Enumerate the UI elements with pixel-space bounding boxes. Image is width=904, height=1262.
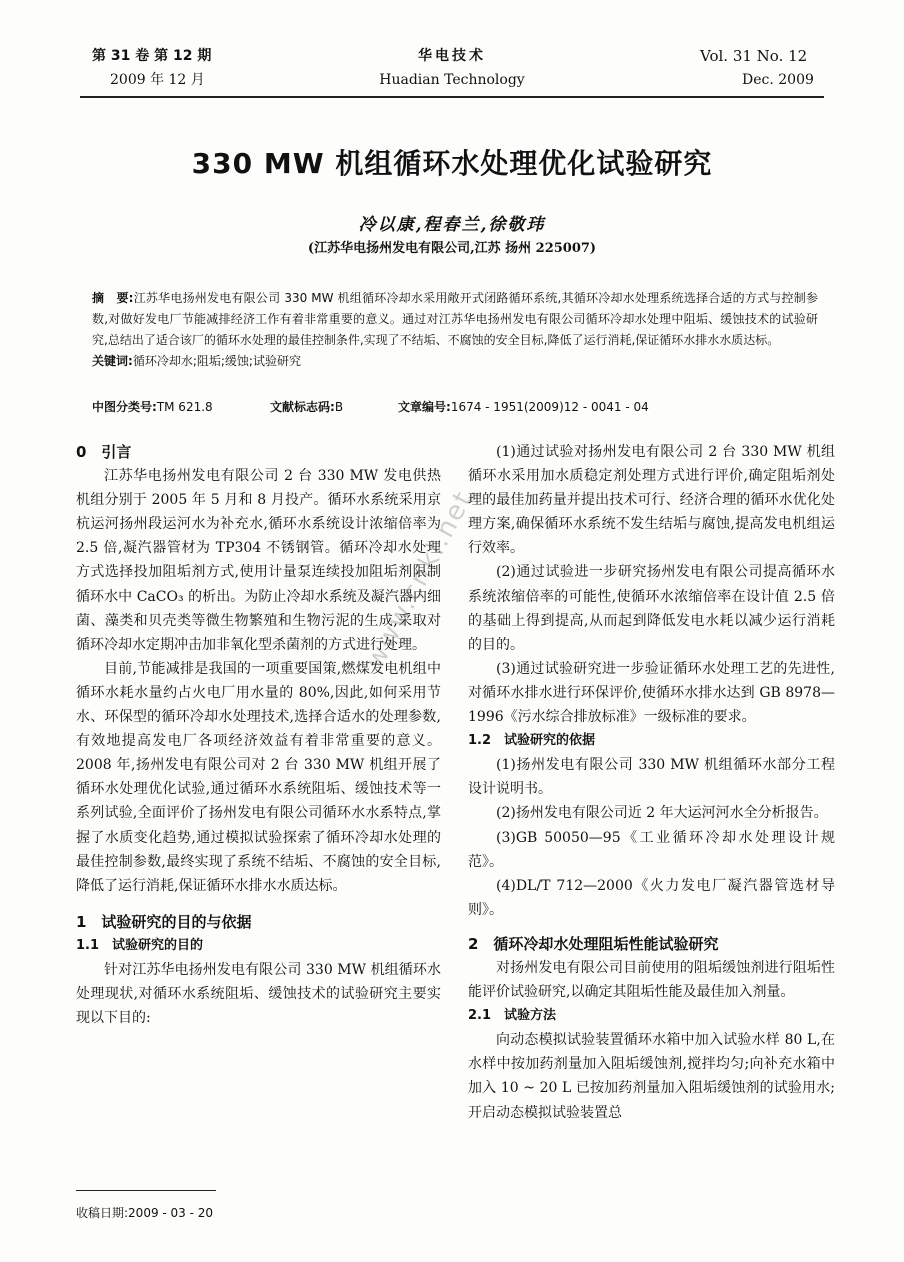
abstract-text: 江苏华电扬州发电有限公司 330 MW 机组循环冷却水采用敞开式闭路循环系统,其循环冷却水处理系统选择合适的方式与控制参数,对做好发电厂节能减排经济工作有着非常重要的意义。通过对江苏华电扬州发电有限公司循环冷却水处理中阻垢、缓蚀技术的试验研究,总结出了适合该厂的循环水处理的最佳控制条件,实现了不结垢、不腐蚀的安全目标,降低了运行消耗,保证循环水排水水质达标。	[92, 291, 818, 347]
reference-item: (1)扬州发电有限公司 330 MW 机组循环水部分工程设计说明书。	[468, 757, 835, 798]
volume-issue-cn: 第 31 卷 第 12 期	[92, 48, 212, 64]
received-date: 收稿日期:2009 - 03 - 20	[76, 1206, 214, 1220]
authors: 冷以康,程春兰,徐敬玮	[358, 215, 546, 235]
section-heading-intro: 0 引言	[76, 443, 132, 461]
paragraph: 向动态模拟试验装置循环水箱中加入试验水样 80 L,在水样中按加药剂量加入阻垢缓蚀剂,搅拌均匀;向补充水箱中加入 10 ~ 20 L 已按加药剂量加入阻垢缓蚀剂的试验用水;开启动态模拟试验装置总	[468, 1032, 835, 1121]
header-rule	[80, 96, 824, 98]
watermark: www.cnki.net	[360, 485, 480, 675]
subsection-heading-1-1: 1.1 试验研究的目的	[76, 937, 204, 953]
footnote-rule	[76, 1190, 216, 1191]
clc-number: 中图分类号:TM 621.8	[92, 400, 213, 414]
subsection-heading-1-2: 1.2 试验研究的依据	[468, 733, 596, 749]
paragraph: 江苏华电扬州发电有限公司 2 台 330 MW 发电供热机组分别于 2005 年 5 月和 8 月投产。循环水系统采用京杭运河扬州段运河水为补充水,循环水系统设计浓缩倍率为 2.5 倍,凝汽器管材为 TP304 不锈钢管。循环冷却水处理方式选择投加阻垢剂方式,使用计量泵连续投加阻垢剂限制循环水中 CaCO₃ 的析出。为防止冷却水系统及凝汽器内细菌、藻类和贝壳类等微生物繁殖和生物污泥的生成,采取对循环冷却水定期冲击加非氧化型杀菌剂的方式进行处理。	[76, 468, 441, 653]
paragraph: 目前,节能减排是我国的一项重要国策,燃煤发电机组中循环水耗水量约占火电厂用水量的 80%,因此,如何采用节水、环保型的循环冷却水处理技术,选择合适水的处理参数,有效地提高发电厂各项经济效益有着非常重要的意义。2008 年,扬州发电有限公司对 2 台 330 MW 机组开展了循环水处理优化试验,通过循环水系统阻垢、缓蚀技术等一系列试验,全面评价了扬州发电有限公司循环水水系特点,掌握了水质变化趋势,通过模拟试验探索了循环冷却水处理的最佳控制参数,最终实现了系统不结垢、不腐蚀的安全目标,降低了运行消耗,保证循环水排水水质达标。	[76, 660, 441, 894]
reference-item: (4)DL/T 712—2000《火力发电厂凝汽器管选材导则》。	[468, 877, 835, 918]
date-cn: 2009 年 12 月	[110, 72, 205, 88]
reference-item: (3)GB 50050—95《工业循环冷却水处理设计规范》。	[468, 829, 835, 870]
keywords-label: 关键词:	[92, 354, 133, 368]
journal-name-cn: 华电技术	[418, 48, 486, 64]
section-heading-1: 1 试验研究的目的与依据	[76, 912, 252, 931]
keywords: 循环冷却水;阻垢;缓蚀;试验研究	[132, 354, 301, 368]
left-column	[76, 440, 441, 1030]
article-number: 文章编号:1674 - 1951(2009)12 - 0041 - 04	[398, 400, 649, 414]
document-code: 文献标志码:B	[270, 400, 344, 414]
paragraph: (1)通过试验对扬州发电有限公司 2 台 330 MW 机组循环水采用加水质稳定剂处理方式进行评价,确定阻垢剂处理的最佳加药量并提出技术可行、经济合理的循环水优化处理方案,确保循环水系统不发生结垢与腐蚀,提高发电机组运行效率。	[468, 444, 835, 557]
paragraph: 针对江苏华电扬州发电有限公司 330 MW 机组循环水处理现状,对循环水系统阻垢、缓蚀技术的试验研究主要实现以下目的:	[76, 961, 441, 1027]
affiliation: (江苏华电扬州发电有限公司,江苏 扬州 225007)	[307, 241, 597, 256]
paragraph: 对扬州发电有限公司目前使用的阻垢缓蚀剂进行阻垢性能评价试验研究,以确定其阻垢性能及最佳加入剂量。	[468, 959, 835, 1001]
paper-title: 330 MW 机组循环水处理优化试验研究	[191, 147, 713, 180]
paragraph: (3)通过试验研究进一步验证循环水处理工艺的先进性,对循环水排水进行环保评价,使循环水排水达到 GB 8978—1996《污水综合排放标准》一级标准的要求。	[468, 660, 835, 726]
journal-name-en: Huadian Technology	[379, 72, 525, 88]
right-column	[468, 440, 835, 1125]
date-en: Dec. 2009	[742, 72, 814, 88]
paragraph: (2)通过试验进一步研究扬州发电有限公司提高循环水系统浓缩倍率的可能性,使循环水浓缩倍率在设计值 2.5 倍的基础上得到提高,从而起到降低发电水耗以减少运行消耗的目的。	[468, 564, 835, 653]
reference-item: (2)扬州发电有限公司近 2 年大运河河水全分析报告。	[496, 805, 828, 822]
abstract-label: 摘 要:	[92, 291, 134, 305]
section-heading-2: 2 循环冷却水处理阻垢性能试验研究	[468, 934, 719, 953]
abstract	[92, 288, 818, 372]
subsection-heading-2-1: 2.1 试验方法	[468, 1008, 557, 1024]
volume-issue-en: Vol. 31 No. 12	[700, 47, 808, 65]
